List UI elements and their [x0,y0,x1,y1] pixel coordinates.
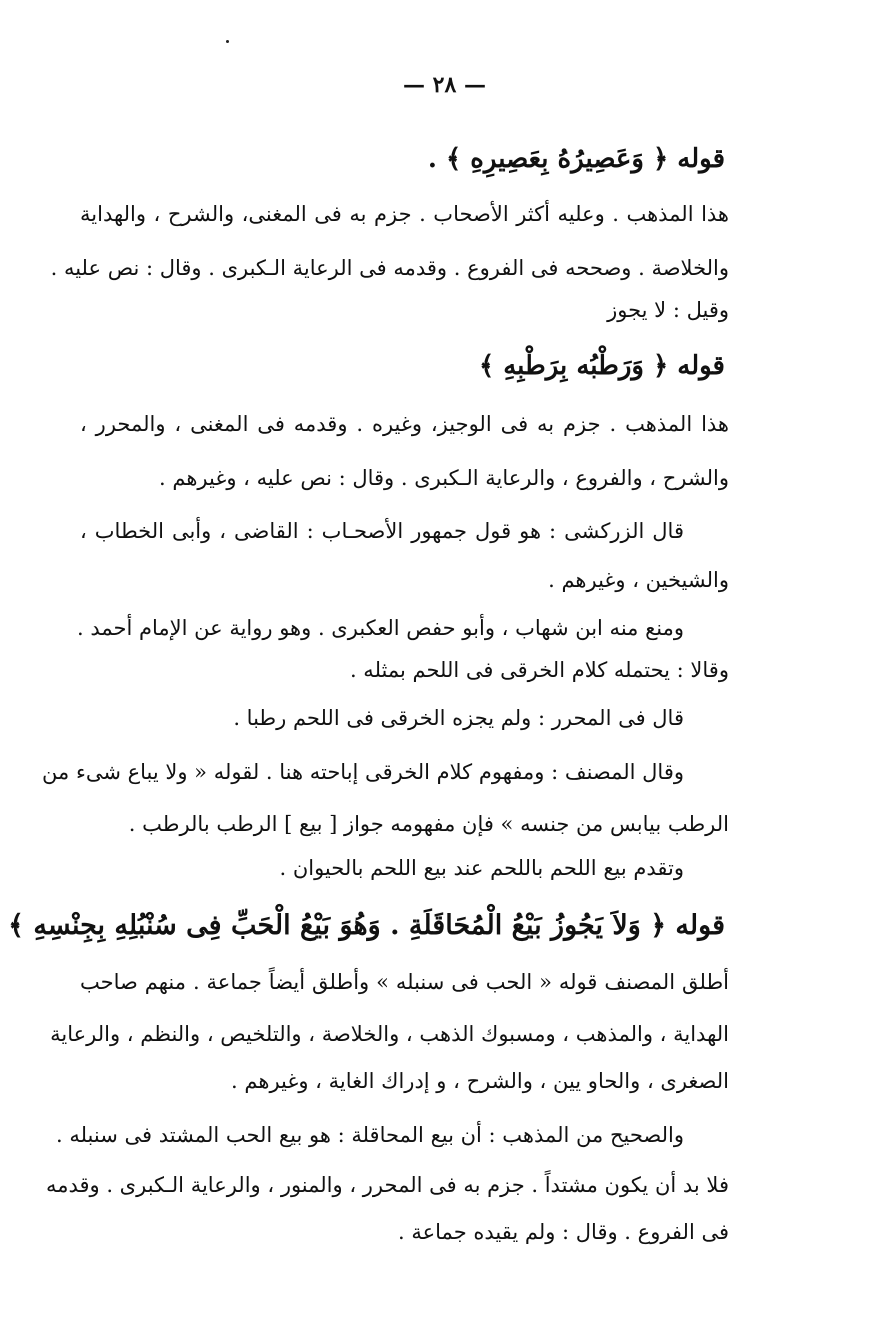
text-line: الهداية ، والمذهب ، ومسبوك الذهب ، والخلاصة ، والتلخيص ، والنظم ، والرعاية [50,1022,729,1046]
text-line: والشرح ، والفروع ، والرعاية الـكبرى . وقال : نص عليه ، وغيرهم . [159,466,729,490]
section-heading-3: قوله ﴿ وَلاَ يَجُوزُ بَيْعُ الْمُحَاقَلَةِ . وَهُوَ بَيْعُ الْحَبِّ فِى سُنْبُلِهِ بِجِنْسِهِ ﴾ [8,910,725,941]
text-line: هذا المذهب . وعليه أكثر الأصحاب . جزم به فى المغنى، والشرح ، والهداية [80,202,730,226]
ink-dot [226,40,229,43]
text-line: فى الفروع . وقال : ولم يقيده جماعة . [398,1220,729,1244]
text-line: هذا المذهب . جزم به فى الوجيز، وغيره . وقدمه فى المغنى ، والمحرر ، [80,412,729,436]
text-line: وتقدم بيع اللحم باللحم عند بيع اللحم بالحيوان . [279,856,684,880]
text-line: وقالا : يحتمله كلام الخرقى فى اللحم بمثله . [349,658,729,682]
text-line: والصحيح من المذهب : أن بيع المحاقلة : هو بيع الحب المشتد فى سنبله . [55,1123,684,1147]
text-line: قال فى المحرر : ولم يجزه الخرقى فى اللحم رطبا . [233,706,684,730]
text-line: قال الزركشى : هو قول جمهور الأصحـاب : القاضى ، وأبى الخطاب ، [80,519,684,543]
text-line: أطلق المصنف قوله « الحب فى سنبله » وأطلق أيضاً جماعة . منهم صاحب [80,970,729,994]
text-line: والشيخين ، وغيرهم . [548,568,729,592]
section-heading-1: قوله ﴿ وَعَصِيرُهُ بِعَصِيرِهِ ﴾ . [427,144,725,174]
text-line: والخلاصة . وصححه فى الفروع . وقدمه فى الرعاية الـكبرى . وقال : نص عليه . [50,256,729,280]
text-line: الصغرى ، والحاو يين ، والشرح ، و إدراك الغاية ، وغيرهم . [231,1069,729,1093]
text-line: وقال المصنف : ومفهوم كلام الخرقى إباحته هنا . لقوله « ولا يباع شىء من [42,760,684,784]
page-number: — ٢٨ — [403,72,486,98]
section-heading-2: قوله ﴿ وَرَطْبُه بِرَطْبِهِ ﴾ [478,351,725,381]
text-line: ومنع منه ابن شهاب ، وأبو حفص العكبرى . وهو رواية عن الإمام أحمد . [76,616,684,640]
text-line: فلا بد أن يكون مشتداً . جزم به فى المحرر ، والمنور ، والرعاية الـكبرى . وقدمه [45,1173,729,1197]
text-line: وقيل : لا يجوز [607,298,729,322]
text-line: الرطب بيابس من جنسه » فإن مفهومه جواز [ بيع ] الرطب بالرطب . [128,812,729,836]
